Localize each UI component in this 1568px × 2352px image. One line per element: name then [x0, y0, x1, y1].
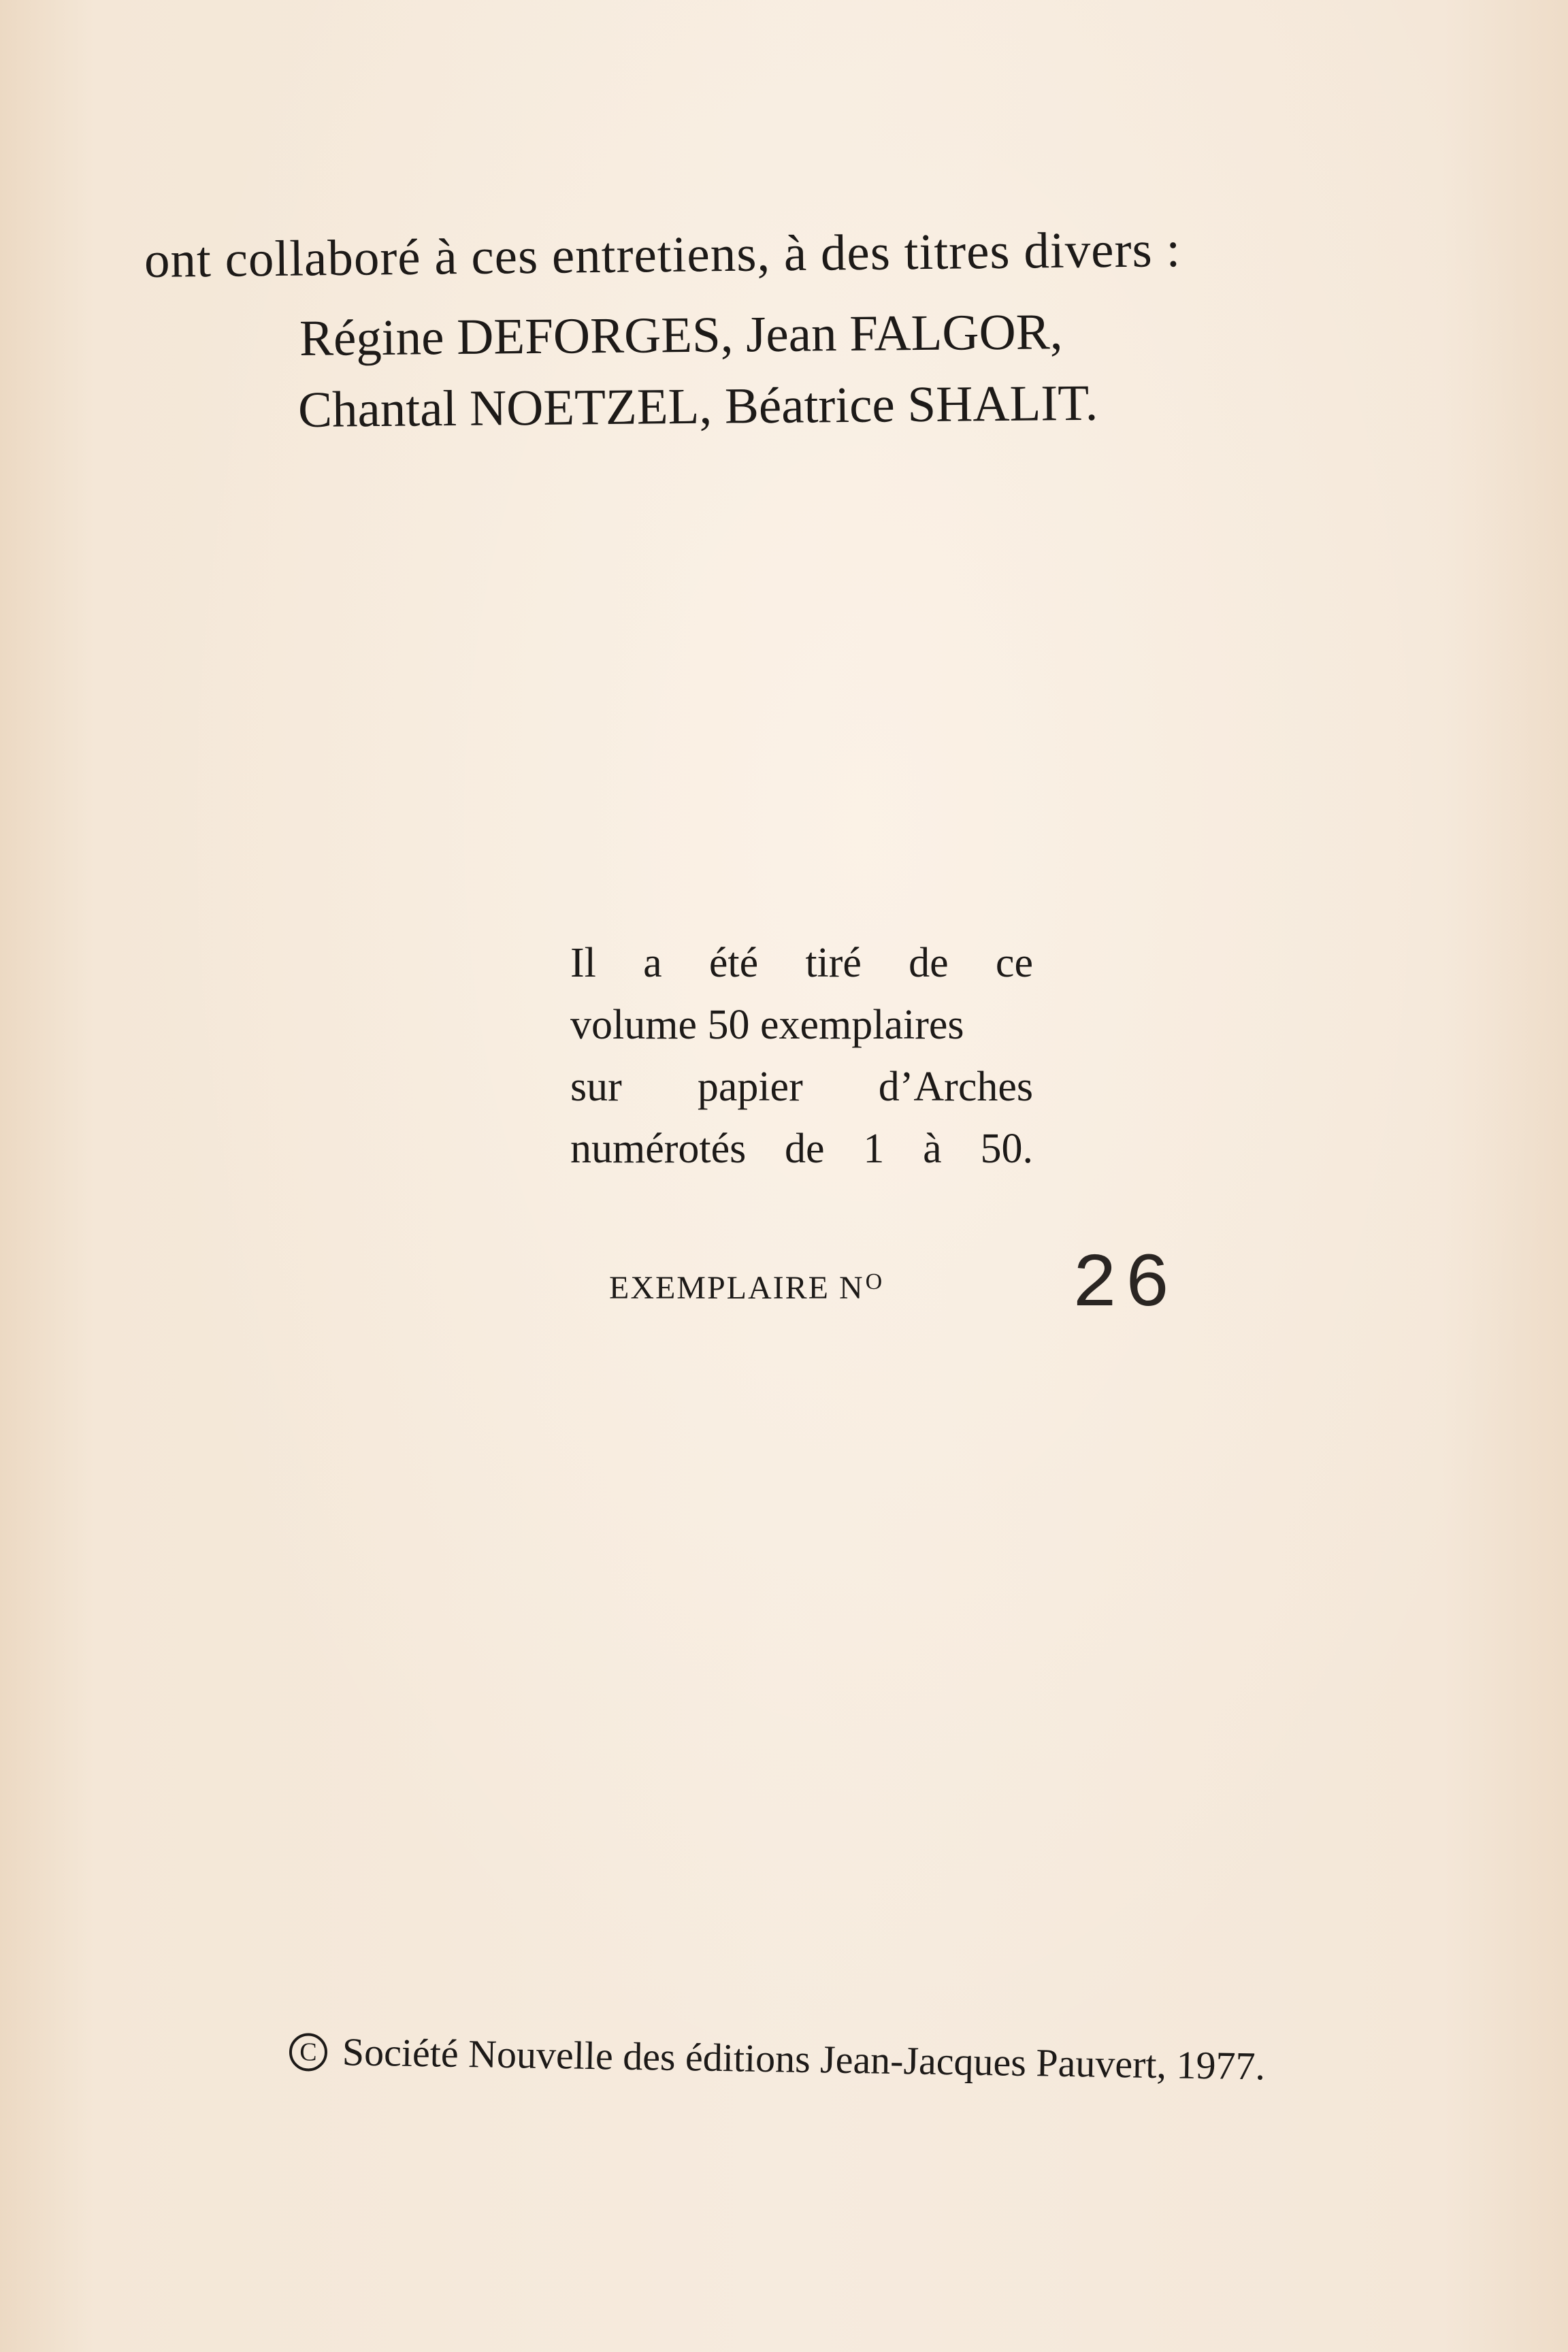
edition-notice — [570, 932, 1033, 1180]
edition-notice-line-2 — [570, 994, 1033, 1056]
copy-number-label — [609, 1269, 883, 1307]
edition-notice-line-1 — [570, 932, 1033, 994]
edition-notice-line-3 — [570, 1056, 1033, 1118]
word: été — [708, 940, 759, 986]
word: sur — [570, 1064, 622, 1110]
word: 1 — [863, 1126, 885, 1172]
word: d’Arches — [878, 1064, 1033, 1110]
copyright-text: Société Nouvelle des éditions Jean-Jacques Pauvert, 1977. — [342, 2029, 1266, 2089]
word: à — [923, 1126, 942, 1172]
word: numérotés — [570, 1126, 747, 1172]
word: papier — [697, 1064, 803, 1110]
copyright-icon: C — [289, 2033, 328, 2072]
word: de — [909, 940, 949, 986]
word: 50. — [980, 1126, 1033, 1172]
word: tiré — [805, 940, 862, 986]
collaborators-names-line-1: Régine DEFORGES, Jean FALGOR, — [299, 304, 1063, 367]
word: ce — [995, 940, 1033, 986]
word: volume 50 exemplaires — [570, 1002, 964, 1048]
word: de — [785, 1126, 825, 1172]
word: a — [643, 940, 662, 986]
copy-number-label-superscript: O — [865, 1269, 884, 1294]
copy-number-value: 26 — [1072, 1242, 1177, 1328]
edition-notice-line-4 — [570, 1118, 1033, 1180]
collaborators-names-line-2: Chantal NOETZEL, Béatrice SHALIT. — [297, 374, 1098, 438]
copy-number-label-text: EXEMPLAIRE N — [609, 1270, 864, 1306]
collaborators-intro: ont collaboré à ces entretiens, à des titres divers : — [144, 221, 1181, 289]
word: Il — [570, 940, 596, 986]
copyright-line — [289, 2028, 1265, 2089]
